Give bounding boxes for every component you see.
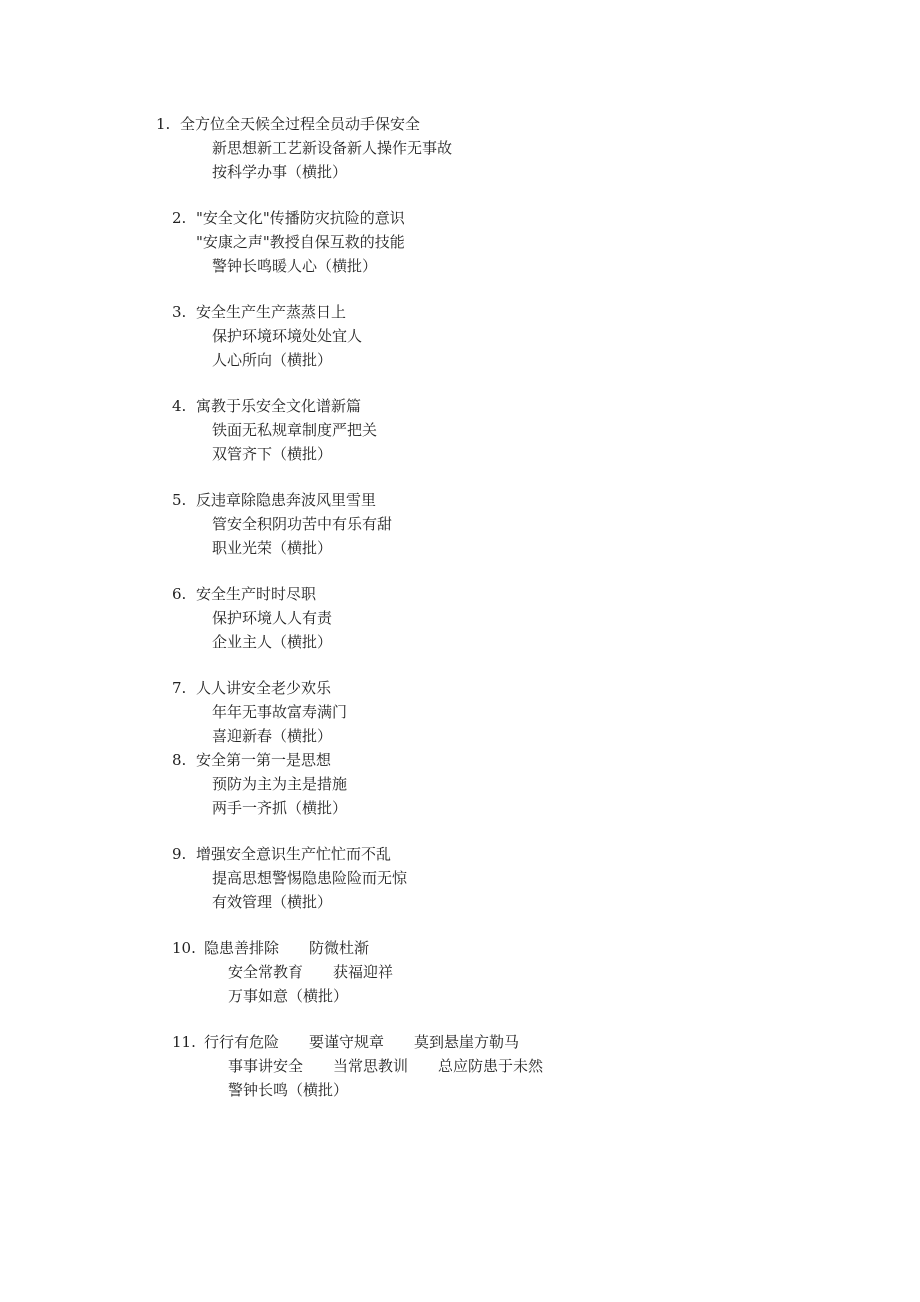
item-11-banner: 警钟长鸣（横批） [228, 1081, 349, 1099]
item-6-second-line: 保护环境人人有责 [212, 609, 333, 627]
item-7-second-line: 年年无事故富寿满门 [212, 703, 348, 721]
item-4-second-line: 铁面无私规章制度严把关 [212, 421, 378, 439]
item-6-first-line: 安全生产时时尽职 [196, 585, 317, 603]
item-3-first-line: 安全生产生产蒸蒸日上 [196, 303, 347, 321]
item-1-second-line: 新思想新工艺新设备新人操作无事故 [212, 139, 453, 157]
item-2-first-line: "安全文化"传播防灾抗险的意识 [196, 209, 405, 227]
item-9-banner: 有效管理（横批） [212, 893, 333, 911]
item-11-first-line: 行行有危险 要谨守规章 莫到悬崖方勒马 [204, 1033, 520, 1051]
item-7-number: 7. [172, 679, 187, 697]
item-4-first-line: 寓教于乐安全文化谱新篇 [196, 397, 362, 415]
item-5-number: 5. [172, 491, 187, 509]
item-10-second-line: 安全常教育 获福迎祥 [228, 963, 394, 981]
item-1-number: 1. [156, 115, 171, 133]
item-3-second-line: 保护环境环境处处宜人 [212, 327, 363, 345]
item-5-banner: 职业光荣（横批） [212, 539, 333, 557]
item-10-banner: 万事如意（横批） [228, 987, 349, 1005]
item-6-number: 6. [172, 585, 187, 603]
item-11-number: 11. [172, 1033, 196, 1051]
item-1-banner: 按科学办事（横批） [212, 163, 348, 181]
item-3-banner: 人心所向（横批） [212, 351, 333, 369]
item-9-number: 9. [172, 845, 187, 863]
item-8-banner: 两手一齐抓（横批） [212, 799, 348, 817]
item-2-second-line: "安康之声"教授自保互救的技能 [196, 233, 405, 251]
item-6-banner: 企业主人（横批） [212, 633, 333, 651]
item-8-number: 8. [172, 751, 187, 769]
item-4-banner: 双管齐下（横批） [212, 445, 333, 463]
item-10-first-line: 隐患善排除 防微杜渐 [204, 939, 370, 957]
item-4-number: 4. [172, 397, 187, 415]
item-11-second-line: 事事讲安全 当常思教训 总应防患于未然 [228, 1057, 544, 1075]
item-2-number: 2. [172, 209, 187, 227]
item-5-second-line: 管安全积阴功苦中有乐有甜 [212, 515, 393, 533]
item-7-banner: 喜迎新春（横批） [212, 727, 333, 745]
item-3-number: 3. [172, 303, 187, 321]
item-1-first-line: 全方位全天候全过程全员动手保安全 [180, 115, 421, 133]
item-9-second-line: 提高思想警惕隐患险险而无惊 [212, 869, 408, 887]
item-8-second-line: 预防为主为主是措施 [212, 775, 348, 793]
item-7-first-line: 人人讲安全老少欢乐 [196, 679, 332, 697]
item-2-banner: 警钟长鸣暖人心（横批） [212, 257, 378, 275]
item-9-first-line: 增强安全意识生产忙忙而不乱 [196, 845, 392, 863]
item-10-number: 10. [172, 939, 196, 957]
item-8-first-line: 安全第一第一是思想 [196, 751, 332, 769]
item-5-first-line: 反违章除隐患奔波风里雪里 [196, 491, 377, 509]
